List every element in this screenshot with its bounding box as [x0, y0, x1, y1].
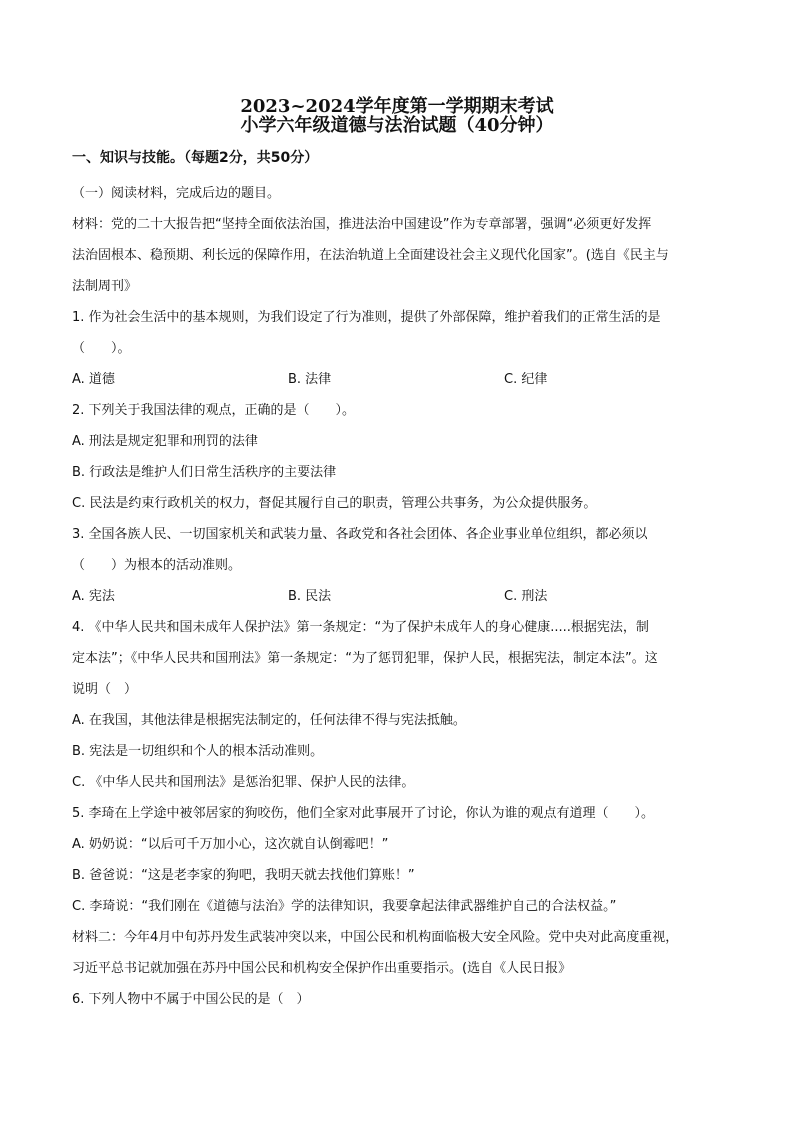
- option-a: A. 在我国，其他法律是根据宪法制定的，任何法律不得与宪法抵触。: [72, 713, 466, 728]
- material-1: [72, 209, 724, 302]
- option-b: B. 民法: [288, 589, 332, 604]
- question-5: [72, 798, 724, 922]
- question-stem: 2. 下列关于我国法律的观点，正确的是（ ）。: [72, 403, 356, 418]
- part-instruction: （一）阅读材料，完成后边的题目。: [72, 186, 281, 201]
- option-row: [72, 581, 724, 612]
- material-2: [72, 922, 724, 984]
- material-line: 习近平总书记就加强在苏丹中国公民和机构安全保护作出重要指示。(选自《人民日报》: [72, 961, 572, 976]
- material-line: 法治固根本、稳预期、利长远的保障作用，在法治轨道上全面建设社会主义现代化国家”。(选自《民主与: [72, 248, 669, 263]
- material-line: 材料二：今年4月中旬苏丹发生武装冲突以来，中国公民和机构面临极大安全风险。党中央对此高度重视，: [72, 930, 679, 945]
- question-stem: 定本法”；《中华人民共和国刑法》第一条规定：“为了惩罚犯罪，保护人民，根据宪法，制定本法”。这: [72, 651, 658, 666]
- exam-subtitle: 小学六年级道德与法治试题（40分钟）: [240, 115, 554, 136]
- option-a: A. 奶奶说：“以后可千万加小心，这次就自认倒霉吧！”: [72, 837, 389, 852]
- question-stem: 3. 全国各族人民、一切国家机关和武装力量、各政党和各社会团体、各企业事业单位组织，都必须以: [72, 527, 648, 542]
- material-line: 法制周刊》: [72, 279, 138, 294]
- option-b: B. 宪法是一切组织和个人的根本活动准则。: [72, 744, 324, 759]
- option-a: A. 道德: [72, 372, 115, 387]
- option-b: B. 法律: [288, 372, 332, 387]
- question-stem: 说明（ ）: [72, 682, 138, 697]
- option-b: B. 行政法是维护人们日常生活秩序的主要法律: [72, 465, 337, 480]
- question-stem: 6. 下列人物中不属于中国公民的是（ ）: [72, 992, 310, 1007]
- option-row: [72, 364, 724, 395]
- option-a: A. 刑法是规定犯罪和刑罚的法律: [72, 434, 258, 449]
- question-stem: 4. 《中华人民共和国未成年人保护法》第一条规定：“为了保护未成年人的身心健康.....根据宪法，制: [72, 620, 649, 635]
- question-stem: （ ）。: [72, 341, 131, 356]
- question-stem: 1. 作为社会生活中的基本规则，为我们设定了行为准则，提供了外部保障，维护着我们的正常生活的是: [72, 310, 661, 325]
- material-line: 材料：党的二十大报告把“坚持全面依法治国，推进法治中国建设”作为专章部署，强调“必须更好发挥: [72, 217, 652, 232]
- option-c: C. 李琦说：“我们刚在《道德与法治》学的法律知识，我要拿起法律武器维护自己的合法权益。”: [72, 899, 617, 914]
- option-b: B. 爸爸说：“这是老李家的狗吧，我明天就去找他们算账！”: [72, 868, 415, 883]
- section-heading: 一、知识与技能。（每题2分，共50分）: [72, 150, 319, 166]
- question-3: [72, 519, 724, 612]
- question-stem: （ ）为根本的活动准则。: [72, 558, 242, 573]
- question-6: [72, 984, 724, 1015]
- question-1: [72, 302, 724, 395]
- question-stem: 5. 李琦在上学途中被邻居家的狗咬伤，他们全家对此事展开了讨论，你认为谁的观点有道理（ ）。: [72, 806, 655, 821]
- option-c: C. 民法是约束行政机关的权力，督促其履行自己的职责，管理公共事务，为公众提供服务。: [72, 496, 597, 511]
- exam-content: [72, 178, 724, 1015]
- option-c: C. 纪律: [504, 372, 548, 387]
- option-c: C. 《中华人民共和国刑法》是惩治犯罪、保护人民的法律。: [72, 775, 415, 790]
- option-c: C. 刑法: [504, 589, 548, 604]
- option-a: A. 宪法: [72, 589, 115, 604]
- question-2: [72, 395, 724, 519]
- exam-title: 2023~2024学年度第一学期期末考试: [240, 96, 554, 117]
- question-4: [72, 612, 724, 798]
